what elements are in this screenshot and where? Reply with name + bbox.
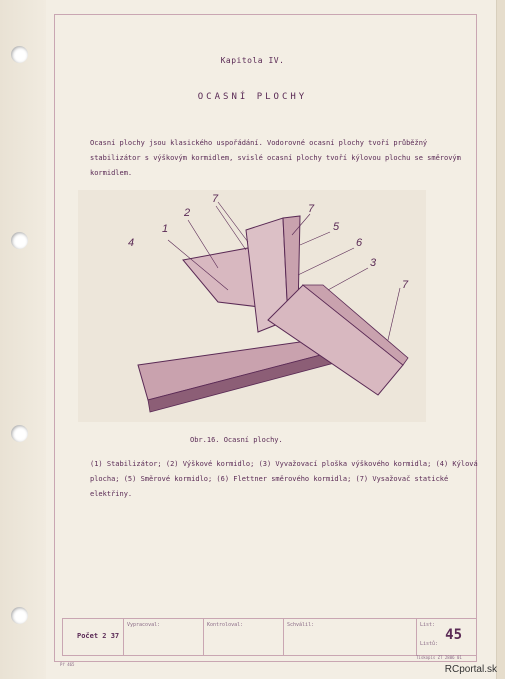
sheet-cell (416, 619, 474, 655)
section-title: OCASNÍ PLOCHY (197, 92, 308, 102)
chapter-heading: Kapitola IV. (220, 56, 285, 65)
watermark: RCportal.sk (444, 664, 497, 675)
prepared-by-cell (123, 619, 204, 655)
sheet-label: List: (420, 622, 436, 628)
callout-label: 5 (333, 221, 340, 233)
prepared-by-label: Vypracoval: (127, 622, 161, 628)
callout-label: 7 (212, 193, 219, 205)
checked-by-label: Kontroloval: (207, 622, 244, 628)
callout-label: 7 (402, 279, 409, 291)
intro-paragraph: Ocasní plochy jsou klasického uspořádání. Vodorovné ocasní plochy tvoří průběžný stabilizátor s výškovým kormidlem, svislé ocasní plochy tvoří kýlovou plochu se směrovým kormidlem. (90, 139, 461, 177)
frame-bottom-line (54, 661, 477, 662)
sheets-label: Listů: (420, 641, 439, 647)
callout-label: 6 (356, 237, 363, 249)
callout-label: 2 (184, 207, 191, 219)
checked-by-cell (203, 619, 284, 655)
page-number: 45 (445, 627, 462, 643)
callout-label: 1 (162, 223, 169, 235)
frame-left-line (54, 14, 55, 662)
tail-figure (78, 190, 426, 422)
approved-by-label: Schválil: (287, 622, 315, 628)
pages-cell (63, 619, 124, 655)
figure-legend: (1) Stabilizátor; (2) Výškové kormidlo; (3) Vyvažovací ploška výškového kormidla; (4) Kýlová plocha; (5) Směrové kormidlo; (6) Flettner směrového kormidla; (7) Vysažovač statické elektřiny. (90, 460, 478, 498)
approved-by-cell (283, 619, 417, 655)
form-code: Př 465 (60, 662, 75, 667)
form-code-right: Tiskopis ZT 2806 01 (416, 655, 462, 660)
punch-hole (11, 232, 28, 249)
callout-label: 7 (308, 203, 315, 215)
tail-illustration (78, 190, 426, 422)
frame-right-line (476, 14, 477, 662)
figure-caption: Obr.16. Ocasní plochy. (190, 436, 283, 444)
punch-hole (11, 607, 28, 624)
title-block (62, 618, 477, 656)
punch-hole (11, 425, 28, 442)
callout-label: 4 (128, 237, 135, 249)
pages-label: Počet 2 37 (77, 632, 120, 640)
callout-label: 3 (370, 257, 377, 269)
frame-top-line (54, 14, 477, 15)
